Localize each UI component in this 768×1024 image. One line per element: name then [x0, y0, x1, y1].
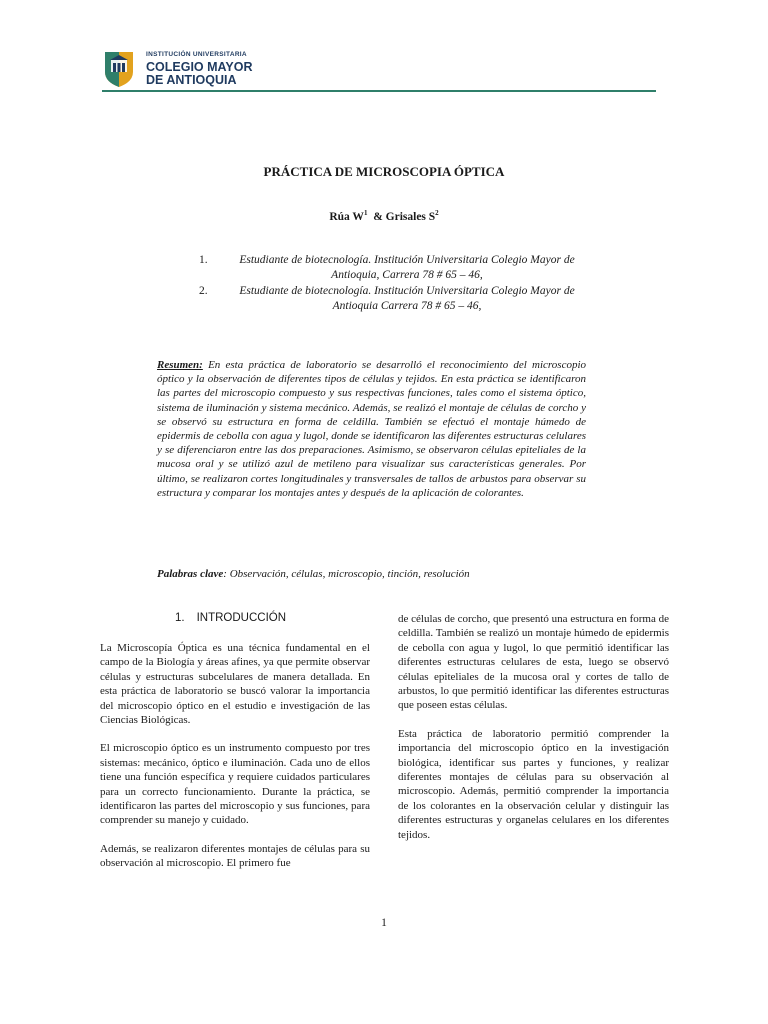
- keywords-text: : Observación, células, microscopio, tinción, resolución: [223, 568, 470, 580]
- affiliation-number: 2.: [199, 285, 208, 297]
- affiliation-2: [0, 284, 768, 316]
- paragraph: de células de corcho, que presentó una estructura en forma de celdilla. También se realizó un montaje húmedo de epidermis de cebolla con agua y lugol, lo que permitió identificar las diferentes estructuras celulares de esta, luego se observó células epiteliales de la mucosa oral y cortes de tallo de arbustos, lo que permitió identificar las diferentes estructuras que poseen estas células.: [398, 613, 669, 712]
- section-number: 1.: [175, 612, 185, 624]
- paper-title: PRÁCTICA DE MICROSCOPIA ÓPTICA: [263, 164, 505, 179]
- logo-line-3: DE ANTIOQUIA: [146, 73, 237, 87]
- author-1: Rúa W: [329, 210, 364, 223]
- institution-logo-icon: [102, 50, 136, 88]
- abstract-text: En esta práctica de laboratorio se desarrolló el reconocimiento del microscopio óptico y la observación de diferentes tipos de células y tejidos. En esta práctica se identificaron las partes del microscopio compuesto y sus respectivas funciones, tales como el sistema óptico, sistema de iluminación y sistema mecánico. Además, se realizó el montaje de células de corcho y se observó su estructura en forma de celdilla. También se efectuó el montaje húmedo de epidermis de cebolla con agua y lugol, donde se identificaron las diferentes estructuras celulares y se diferenciaron entre las dos preparaciones. Asimismo, se observaron células epiteliales de la mucosa oral y se utilizó azul de metileno para visualizar sus características generales. Por último, se realizaron cortes longitudinales y transversales de tallos de arbustos para observar su estructura y comparar los montajes antes y después de la aplicación de colorantes.: [157, 359, 587, 499]
- section-heading: [175, 612, 286, 624]
- affiliation-line: Antioquia, Carrera 78 # 65 – 46,: [331, 269, 483, 281]
- logo-line-1: INSTITUCIÓN UNIVERSITARIA: [146, 51, 247, 58]
- abstract: [157, 358, 586, 500]
- affiliation-1: [0, 253, 768, 285]
- author-1-sup: 1: [363, 209, 368, 217]
- paragraph: La Microscopía Óptica es una técnica fundamental en el campo de la Biología y áreas afines, ya que permite observar células y estructuras subcelulares de manera detallada. En esta práctica de laboratorio se buscó valorar la importancia del microscopio óptico en el estudio e investigación de las Ciencias Biológicas.: [100, 642, 370, 727]
- author-line: [0, 209, 768, 223]
- affiliation-line: Estudiante de biotecnología. Institución Universitaria Colegio Mayor de: [239, 254, 575, 266]
- author-separator: &: [367, 210, 386, 223]
- header-divider: [102, 90, 656, 92]
- keywords-label: Palabras clave: [157, 568, 224, 580]
- author-2-sup: 2: [435, 209, 439, 217]
- paragraph: Esta práctica de laboratorio permitió comprender la importancia del microscopio óptico en la investigación biológica, identificar sus partes y funciones, y realizar diferentes montajes de células para su observación al microscopio. Además, permitió comprender la importancia de los colorantes en la observación celular y distinguir las diferentes estructuras y organelas celulares en los diferentes tejidos.: [398, 727, 669, 841]
- logo-line-2: COLEGIO MAYOR: [146, 59, 253, 74]
- author-2: Grisales S: [385, 210, 436, 223]
- institution-name: [146, 52, 253, 87]
- keywords: [157, 568, 597, 580]
- affiliation-line: Estudiante de biotecnología. Institución Universitaria Colegio Mayor de: [239, 285, 575, 297]
- paragraph: El microscopio óptico es un instrumento compuesto por tres sistemas: mecánico, óptico e iluminación. Cada uno de ellos tiene una función específica y requiere cuidados particulares para un correcto funcionamiento. Durante la práctica, se identificaron las partes del microscopio y sus funciones, para comprender su manejo y cuidado.: [100, 742, 370, 827]
- page-number: 1: [381, 917, 387, 929]
- affiliation-number: 1.: [199, 254, 208, 266]
- left-column: [100, 641, 370, 885]
- section-title: INTRODUCCIÓN: [196, 612, 287, 624]
- paragraph: Además, se realizaron diferentes montajes de células para su observación al microscopio. El primero fue: [100, 842, 370, 870]
- abstract-label: Resumen:: [157, 359, 203, 371]
- right-column: [398, 612, 669, 856]
- affiliation-line: Antioquia Carrera 78 # 65 – 46,: [332, 300, 482, 312]
